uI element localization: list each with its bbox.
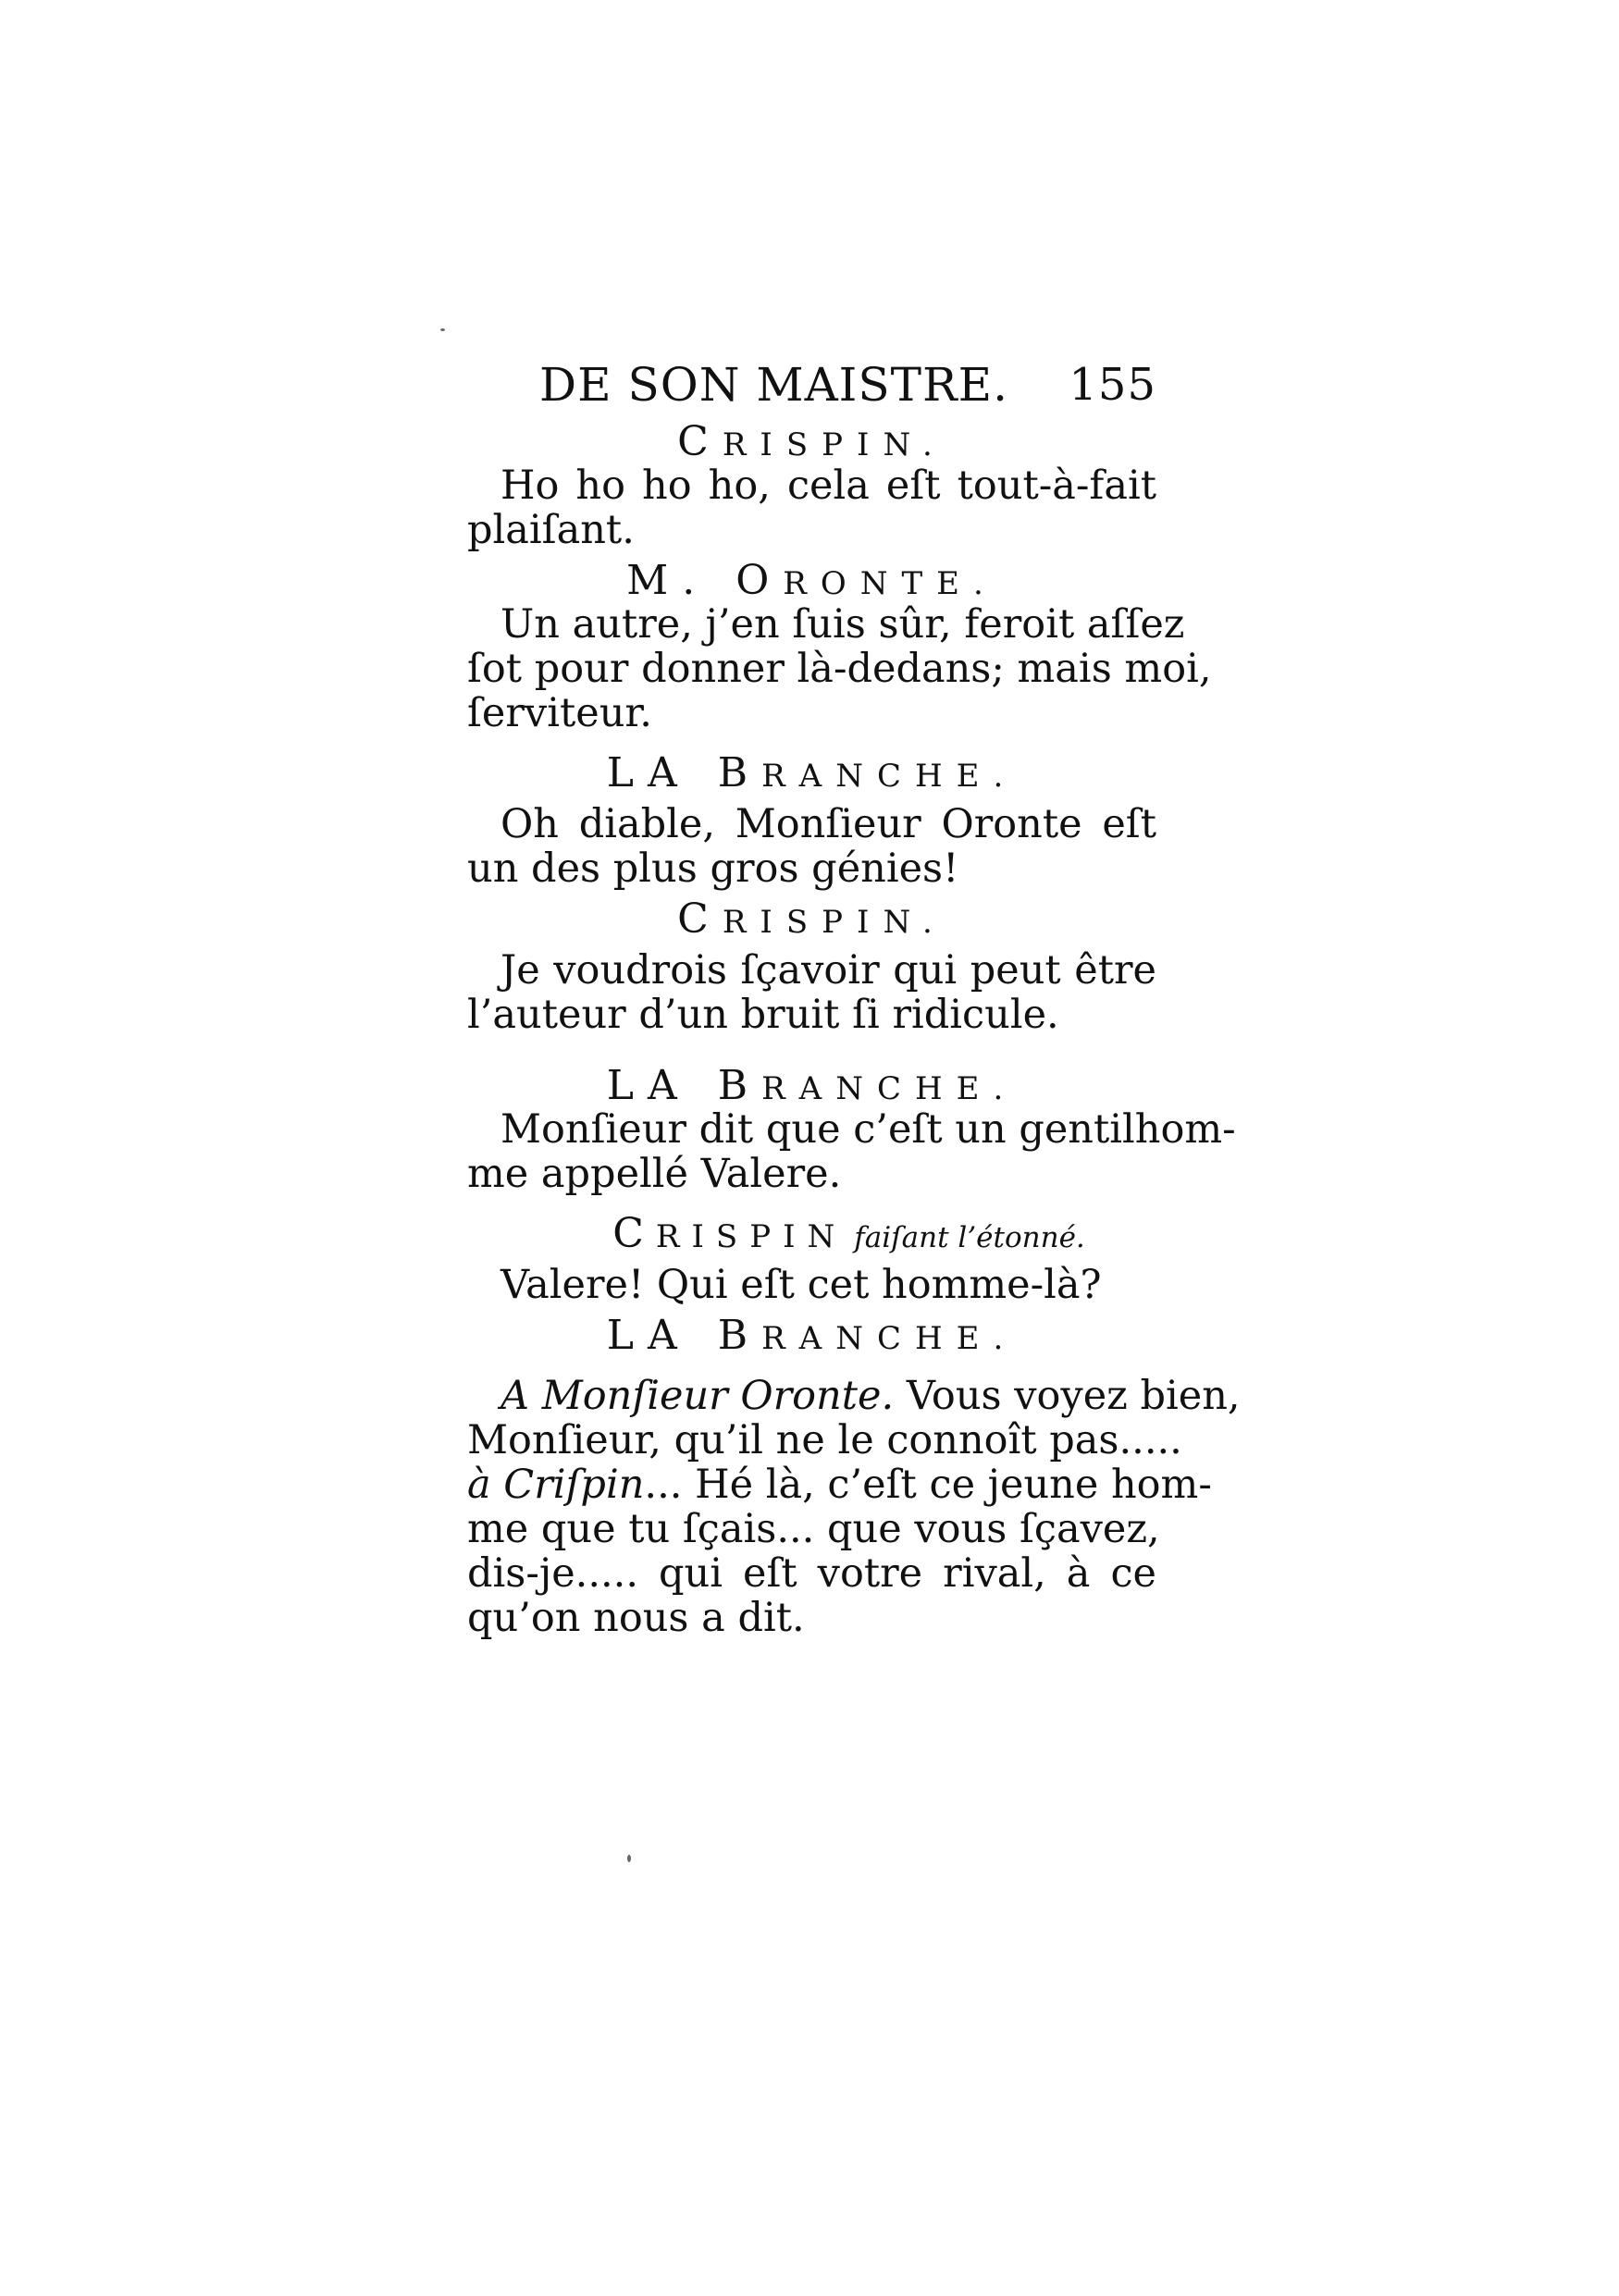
speech-la-branche-2: Monſieur dit que c’eſt un gentilhom- me appellé Valere. bbox=[467, 1106, 1236, 1197]
running-head bbox=[467, 356, 1156, 414]
speech-crispin-2: Je voudrois ſçavoir qui peut être l’auteur d’un bruit ſi ridicule. bbox=[467, 947, 1156, 1038]
speech-line: qu’on nous a dit. bbox=[467, 1595, 805, 1641]
speech-la-branche-1: Oh diable, Monſieur Oronte eſt un des plus gros génies! bbox=[467, 801, 1156, 892]
speech-crispin-1: Ho ho ho ho, cela eſt tout-à-fait plaiſant. bbox=[467, 463, 1156, 553]
stage-direction: faiſant l’étonné. bbox=[854, 1221, 1085, 1254]
page-speck bbox=[627, 1855, 631, 1862]
speaker-crispin: CRISPIN. bbox=[677, 418, 946, 465]
speech-line: me que tu ſçais... que vous ſçavez, bbox=[467, 1506, 1160, 1552]
speaker-crispin-with-direction: CRISPIN faiſant l’étonné. bbox=[612, 1210, 1085, 1257]
speaker-oronte: M. ORONTE. bbox=[626, 557, 997, 604]
speaker-la-branche: LA BRANCHE. bbox=[606, 1312, 1018, 1359]
speech-line: à Criſpin... Hé là, c’eſt ce jeune hom- bbox=[467, 1462, 1212, 1508]
speaker-la-branche: LA BRANCHE. bbox=[606, 1062, 1018, 1109]
speech-oronte: Un autre, j’en ſuis sûr, feroit aſſez ſot pour donner là-dedans; mais moi, ſerviteur. bbox=[467, 601, 1212, 736]
speaker-la-branche: LA BRANCHE. bbox=[606, 749, 1018, 796]
speaker-crispin: CRISPIN. bbox=[677, 895, 946, 943]
speech-line: Monſieur, qu’il ne le connoît pas..... bbox=[467, 1417, 1182, 1463]
page-speck bbox=[440, 328, 445, 331]
page-number: 155 bbox=[1069, 359, 1156, 411]
speech-line: A Monſieur Oronte. Vous voyez bien, bbox=[501, 1373, 1241, 1419]
speech-la-branche-3 bbox=[467, 1373, 1241, 1641]
speech-line: dis-je..... qui eſt votre rival, à ce bbox=[467, 1550, 1156, 1597]
page-text bbox=[467, 356, 1241, 1641]
speech-crispin-3: Valere! Qui eſt cet homme-là? bbox=[501, 1262, 1102, 1308]
running-title: DE SON MAISTRE. bbox=[539, 358, 1009, 412]
